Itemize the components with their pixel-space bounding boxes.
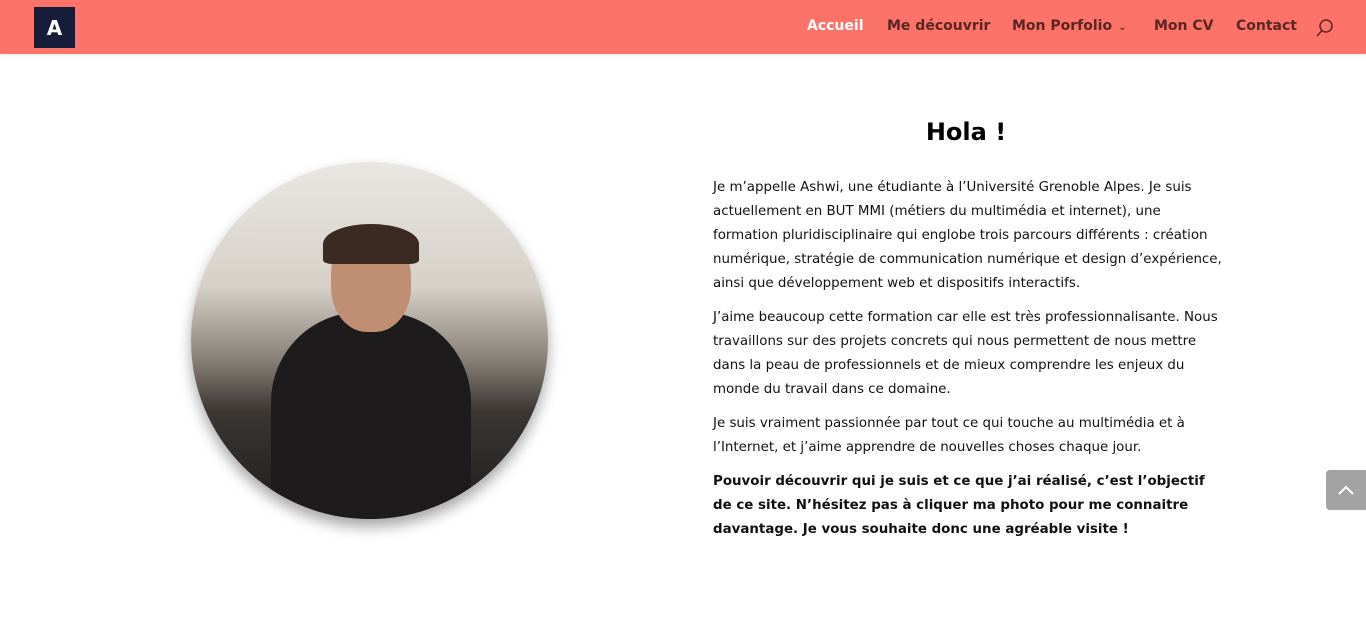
closing-paragraph: Pouvoir découvrir qui je suis et ce que j’ai réalisé, c’est l’objectif de ce site. N’hésitez pas à cliquer ma photo pour me connaitre davantage. Je vous souhaite donc une agréable visite ! <box>713 474 1205 537</box>
search-icon[interactable] <box>1316 18 1334 38</box>
site-logo[interactable] <box>34 7 75 48</box>
nav-mon-porfolio[interactable] <box>1012 18 1127 34</box>
nav-accueil[interactable]: Accueil <box>807 18 864 34</box>
paragraph: J’aime beaucoup cette formation car elle est très professionnalisante. Nous travaillons sur des projets concrets qui nous permettent de nous mettre dans la peau de professionnels et de mieux comprendre les enjeux du monde du travail dans ce domaine. <box>713 310 1218 397</box>
site-header <box>0 0 1366 54</box>
nav-mon-cv[interactable]: Mon CV <box>1154 18 1214 34</box>
nav-label: Mon Porfolio <box>1012 18 1113 34</box>
paragraph: Je m’appelle Ashwi, une étudiante à l’Université Grenoble Alpes. Je suis actuellement en BUT MMI (métiers du multimédia et internet), une formation pluridisciplinaire qui englobe trois parcours différents : création numérique, stratégie de communication numérique et design d’expérience, ainsi que développement web et dispositifs interactifs. <box>713 180 1222 291</box>
chevron-down-icon: ⌄ <box>1118 22 1127 33</box>
intro-text <box>713 176 1225 552</box>
nav-me-decouvrir[interactable]: Me découvrir <box>887 18 991 34</box>
profile-photo[interactable] <box>191 162 548 519</box>
chevron-up-icon <box>1338 485 1354 495</box>
page-title: Hola ! <box>925 118 1007 146</box>
photo-hair <box>323 224 419 264</box>
back-to-top-button[interactable] <box>1326 470 1366 510</box>
logo-letter: A <box>46 15 63 40</box>
photo-figure <box>271 312 471 519</box>
paragraph: Je suis vraiment passionnée par tout ce qui touche au multimédia et à l’Internet, et j’aime apprendre de nouvelles choses chaque jour. <box>713 416 1185 455</box>
nav-contact[interactable]: Contact <box>1236 18 1297 34</box>
